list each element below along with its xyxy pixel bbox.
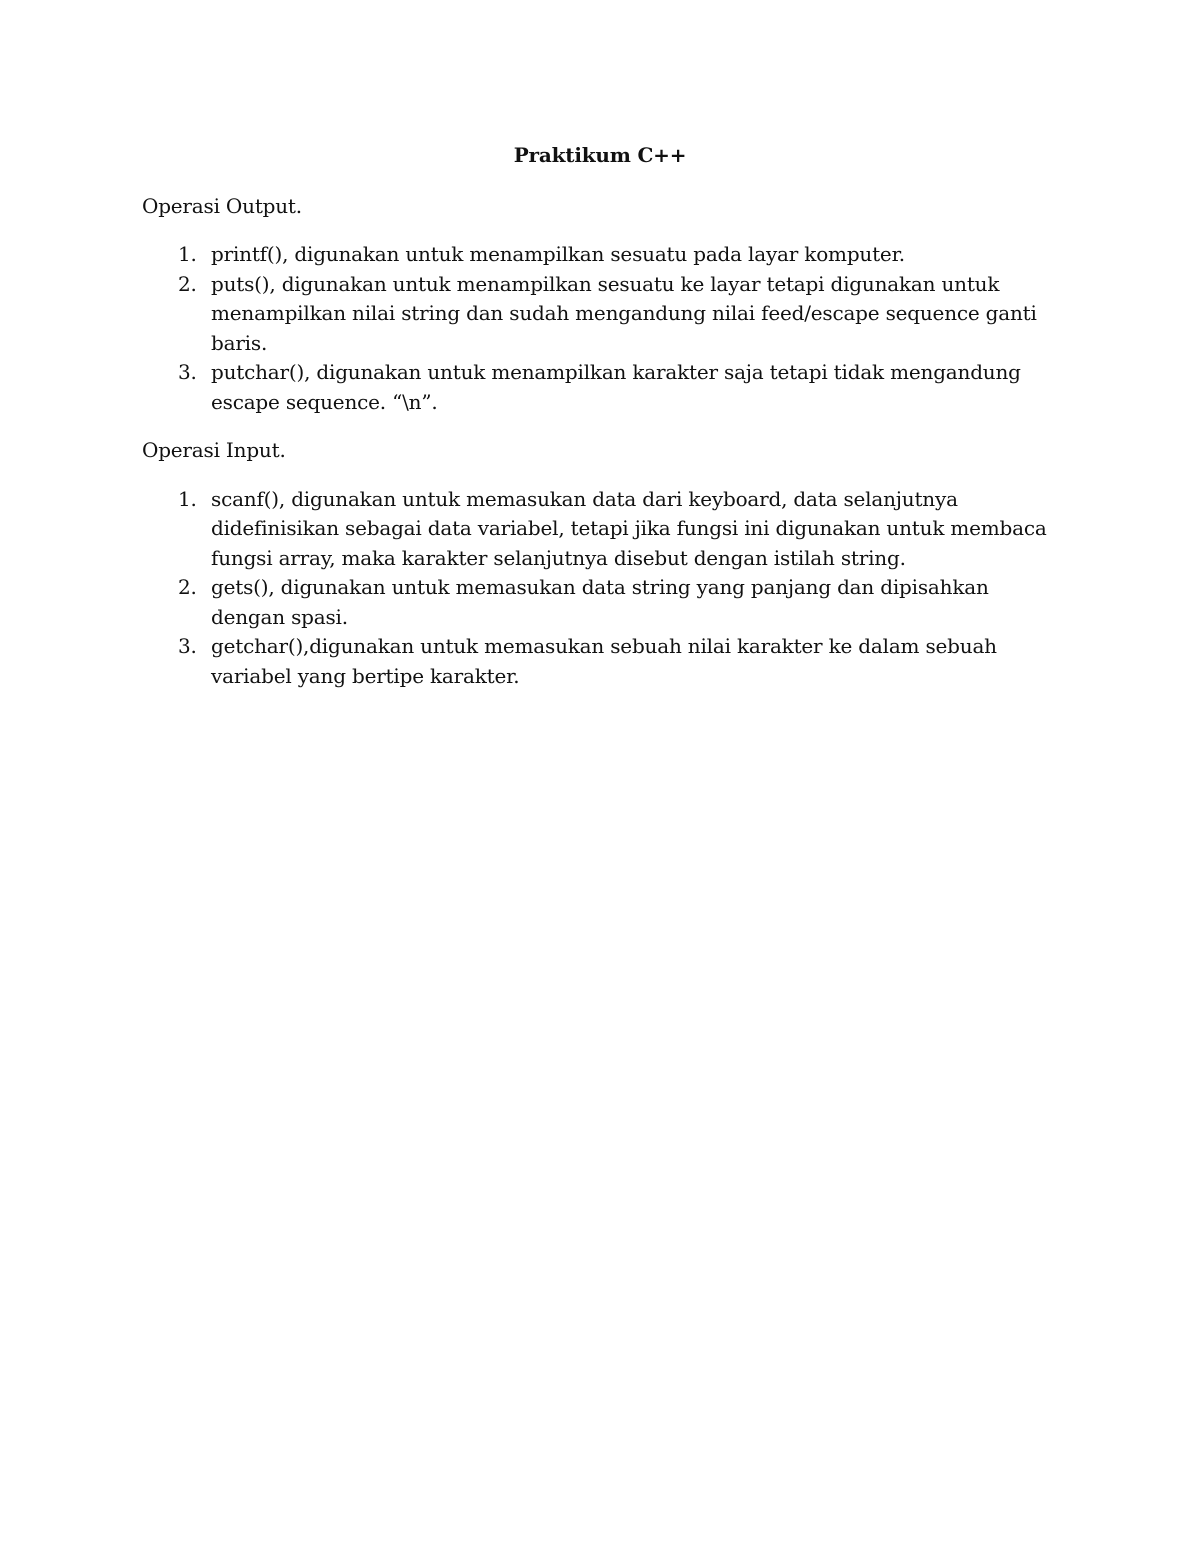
list-item-text: puts(), digunakan untuk menampilkan sesuatu ke layar tetapi digunakan untuk menampilkan nilai string dan sudah mengandung nilai feed/escape sequence ganti baris. xyxy=(211,271,1037,355)
list-item-text: scanf(), digunakan untuk memasukan data dari keyboard, data selanjutnya didefinisikan sebagai data variabel, tetapi jika fungsi ini digunakan untuk membaca fungsi array, maka karakter selanjutnya disebut dengan istilah string. xyxy=(211,486,1047,570)
list-item xyxy=(142,270,1058,359)
list-item-text: gets(), digunakan untuk memasukan data string yang panjang dan dipisahkan dengan spasi. xyxy=(211,575,989,629)
list-item xyxy=(142,358,1058,417)
list-item-number: 3. xyxy=(178,360,197,384)
list-item-number: 2. xyxy=(178,271,197,296)
document-body xyxy=(142,141,1058,710)
list-item-number: 2. xyxy=(178,575,197,599)
list-item-text: printf(), digunakan untuk menampilkan sesuatu pada layar komputer. xyxy=(211,242,905,266)
list-item-number: 1. xyxy=(178,242,197,266)
list-item xyxy=(142,485,1058,574)
section-heading-input: Operasi Input. xyxy=(142,438,286,462)
section-heading-output: Operasi Output. xyxy=(142,193,302,218)
list-item-text: putchar(), digunakan untuk menampilkan karakter saja tetapi tidak mengandung escape sequence. “\n”. xyxy=(211,360,1021,414)
list-item xyxy=(142,573,1058,632)
list-item xyxy=(142,240,1058,270)
list-item-text: getchar(),digunakan untuk memasukan sebuah nilai karakter ke dalam sebuah variabel yang bertipe karakter. xyxy=(211,634,997,688)
output-operations-list xyxy=(142,240,1058,417)
list-item-number: 1. xyxy=(178,486,197,511)
list-item xyxy=(142,632,1058,691)
list-item-number: 3. xyxy=(178,634,197,658)
document-title: Praktikum C++ xyxy=(513,143,687,167)
input-operations-list xyxy=(142,485,1058,692)
